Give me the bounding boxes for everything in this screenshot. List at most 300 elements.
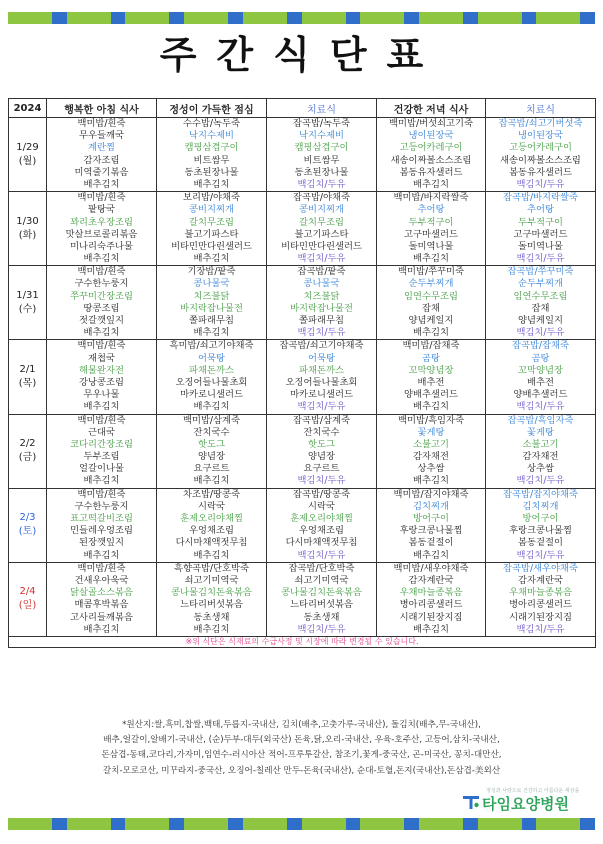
menu-item: 시락국 xyxy=(308,500,335,512)
stripe-segment xyxy=(111,12,126,24)
menu-item: 감자채전 xyxy=(413,451,449,463)
dinner-therapy-cell xyxy=(486,488,596,562)
menu-item: 요구르트 xyxy=(193,463,230,475)
menu-item: 감자계란국 xyxy=(518,574,563,586)
menu-item: 배추전 xyxy=(527,376,554,388)
day-date: 2/3 xyxy=(19,512,36,524)
notice-row xyxy=(9,636,596,647)
day-weekday: (월) xyxy=(18,155,37,167)
menu-item: 백미밥/흰죽 xyxy=(77,118,126,129)
menu-item: 백김치/두유 xyxy=(297,327,346,339)
menu-item: 핫도그 xyxy=(308,438,335,450)
breakfast-cell xyxy=(47,488,157,562)
lunch-cell xyxy=(157,340,267,414)
menu-item: 양념장 xyxy=(198,451,225,463)
header-dinner-therapy: 치료식 xyxy=(486,99,596,118)
stripe-segment xyxy=(463,12,478,24)
menu-item: 배추김치 xyxy=(83,475,120,487)
menu-item: 코다리간장조림 xyxy=(70,438,133,450)
menu-item: 오징어들나물초회 xyxy=(175,376,248,388)
menu-item: 꽈리초우장조림 xyxy=(70,216,133,228)
table-row xyxy=(9,340,596,414)
menu-item: 파채돈까스 xyxy=(299,364,344,376)
menu-item: 백김치/두유 xyxy=(297,253,346,265)
dinner-therapy-cell xyxy=(486,340,596,414)
lunch-therapy-cell xyxy=(267,488,377,562)
stripe-segment xyxy=(360,12,404,24)
stripe-segment xyxy=(169,12,184,24)
menu-item: 쇠고기미역국 xyxy=(294,574,349,586)
menu-item: 감자계란국 xyxy=(408,574,454,586)
lunch-cell xyxy=(157,562,267,636)
menu-item: 다시마채액젓무침 xyxy=(285,537,358,549)
menu-item: 임연수무조림 xyxy=(404,290,458,302)
menu-item: 배추김치 xyxy=(83,623,120,635)
lunch-therapy-cell xyxy=(267,414,377,488)
menu-item: 비트쌈무 xyxy=(303,154,340,166)
menu-item: 백김치/두유 xyxy=(297,178,346,190)
origin-line: 돈삼겹-동태,코다리,가자미,임연수-러시아산 적어-프루투갈산, 참조기,꽃게-중국산, 곤-미국산, 꽁치-대만산, xyxy=(101,750,502,761)
logo-tagline: 정성과 사랑으로 건강하고 아름다운 세상을 xyxy=(486,788,580,794)
lunch-therapy-cell xyxy=(267,118,377,192)
menu-item: 배추김치 xyxy=(83,178,120,190)
menu-item: 우엉채조림 xyxy=(189,525,234,537)
stripe-segment xyxy=(346,12,361,24)
menu-item: 동초된장나물 xyxy=(184,166,239,178)
menu-item: 백미밥/흰죽 xyxy=(77,414,126,426)
menu-item: 백미밥/바지락쌀죽 xyxy=(393,192,469,204)
weekly-menu-table xyxy=(8,98,596,648)
menu-item: 백미밥/흰죽 xyxy=(77,488,126,500)
menu-item: 감자채전 xyxy=(522,451,559,463)
origin-line: 배추,얼갈이,알배기-국내산, (순)두부-대두(외국산) 돈육,닭,오리-국내산, 우육-호주산, 고등어,삼치-국내산, xyxy=(103,735,500,746)
menu-item: 계란찜 xyxy=(88,142,115,154)
dinner-cell xyxy=(377,562,486,636)
menu-item: 추어탕 xyxy=(417,204,445,216)
page-title: 주간식단표 xyxy=(159,33,444,77)
menu-item: 병아리콩샐러드 xyxy=(399,599,463,611)
menu-item: 봄동겉절이 xyxy=(408,537,454,549)
day-weekday: (일) xyxy=(18,600,37,612)
menu-item: 순두부찌개 xyxy=(518,278,563,290)
menu-item: 비타민만다린샐러드 xyxy=(281,240,362,252)
menu-item: 시래기된장지짐 xyxy=(509,611,572,623)
menu-item: 배추김치 xyxy=(193,623,230,635)
dinner-therapy-cell xyxy=(486,562,596,636)
origin-line: 갈치-모로코산, 미꾸라지-중국산, 오징어-칠레산 만두-돈육(국내산), 순대-토혈,돈지(국내산),돈삼겹-美외산 xyxy=(102,765,501,776)
menu-item: 젓갈깻잎지 xyxy=(79,315,124,326)
menu-item: 잡곡밥/삼계죽 xyxy=(292,414,351,426)
menu-item: 재첩국 xyxy=(88,352,115,364)
menu-item: 차조밥/땅콩죽 xyxy=(182,488,241,500)
menu-item: 시래기된장지짐 xyxy=(399,611,463,623)
menu-item: 흑미밥/쇠고기야채죽 xyxy=(169,340,254,352)
menu-item: 불고기파스타 xyxy=(294,228,349,240)
menu-item: 기장밥/팥죽 xyxy=(187,266,236,278)
menu-item: 잡곡밥/단호박죽 xyxy=(288,562,355,574)
stripe-segment xyxy=(243,12,287,24)
stripe-segment xyxy=(8,12,52,24)
stripe-segment xyxy=(52,12,67,24)
stripe-segment xyxy=(478,818,522,830)
header-lunch-therapy: 치료식 xyxy=(267,99,377,118)
menu-item: 잡채 xyxy=(531,302,550,314)
menu-item: 봄동유자샐러드 xyxy=(399,166,463,178)
stripe-segment xyxy=(52,818,67,830)
menu-item: 쇠고기미역국 xyxy=(184,574,239,586)
dinner-therapy-cell xyxy=(486,414,596,488)
menu-item: 잔치국수 xyxy=(193,426,230,438)
origin-info xyxy=(8,718,595,794)
menu-item: 백김치/두유 xyxy=(516,475,565,487)
breakfast-cell xyxy=(47,118,157,192)
menu-item: 배추전 xyxy=(417,376,445,388)
menu-item: 꼬막양념장 xyxy=(408,364,454,376)
breakfast-cell xyxy=(47,340,157,414)
menu-item: 어묵탕 xyxy=(198,352,225,364)
dinner-therapy-cell xyxy=(486,192,596,266)
menu-item: 다시마채액젓무침 xyxy=(175,537,248,549)
day-weekday: (화) xyxy=(18,229,37,241)
menu-item: 잡채 xyxy=(422,302,440,314)
menu-item: 배추김치 xyxy=(193,549,230,561)
dinner-cell xyxy=(377,340,486,414)
day-date-cell xyxy=(9,192,47,266)
stripe-segment xyxy=(419,12,463,24)
menu-item: 잡곡밥/새우야채죽 xyxy=(503,562,578,574)
menu-item: 흑향곡밥/단호박죽 xyxy=(174,562,249,574)
menu-item: 배추김치 xyxy=(413,401,449,413)
menu-item: 김치찌개 xyxy=(522,500,559,512)
menu-item: 봄동겉절이 xyxy=(518,537,563,549)
menu-item: 두부적구이 xyxy=(408,216,454,228)
stripe-segment xyxy=(184,818,228,830)
menu-item: 마카로니샐러드 xyxy=(290,389,353,401)
day-date: 2/1 xyxy=(19,363,36,375)
menu-item: 새송이짜볼소스조림 xyxy=(390,154,472,166)
notice-text: ※위 식단은 식재료의 수급사정 및 시장에 따라 변경될 수 있습니다. xyxy=(9,636,596,647)
menu-item: 우채마늘종볶음 xyxy=(399,587,463,599)
menu-item: 닭살골소스볶음 xyxy=(70,587,133,599)
dinner-cell xyxy=(377,118,486,192)
menu-item: 콩비지찌개 xyxy=(189,204,234,216)
menu-item: 고구마샐러드 xyxy=(404,228,458,240)
menu-item: 마카로니샐러드 xyxy=(180,389,243,401)
stripe-segment xyxy=(125,818,169,830)
menu-item: 해물완자전 xyxy=(79,364,124,376)
menu-item: 백김치/두유 xyxy=(297,549,346,561)
menu-item: 곰탕 xyxy=(422,352,440,364)
dinner-cell xyxy=(377,266,486,340)
day-date-cell xyxy=(9,414,47,488)
top-stripe-bar xyxy=(8,12,595,24)
day-weekday: (토) xyxy=(18,526,37,538)
menu-item: 매콤후박볶음 xyxy=(74,599,129,611)
menu-item: 배추김치 xyxy=(413,178,449,190)
menu-item: 배추김치 xyxy=(413,475,449,487)
menu-item: 상추쌈 xyxy=(417,463,445,475)
menu-item: 백김치/두유 xyxy=(297,401,346,413)
menu-item: 갈치무조림 xyxy=(189,216,234,228)
menu-item: 순두부찌개 xyxy=(408,278,454,290)
menu-item: 백김치/두유 xyxy=(516,623,565,635)
header-year: 2024 xyxy=(9,99,47,118)
day-weekday: (금) xyxy=(18,452,37,464)
stripe-segment xyxy=(536,818,580,830)
menu-item: 백김치/두유 xyxy=(516,549,565,561)
menu-item: 미나리숙주나물 xyxy=(70,240,133,252)
menu-item: 잡곡밥/잡지야채죽 xyxy=(503,488,578,500)
day-weekday: (목) xyxy=(18,377,37,389)
menu-item: 소불고기 xyxy=(522,438,559,450)
stripe-segment xyxy=(404,12,419,24)
menu-item: 잡곡밥/팥죽 xyxy=(297,266,346,278)
day-date-cell xyxy=(9,118,47,192)
menu-item: 후랑크콩나물찜 xyxy=(399,525,463,537)
table-row xyxy=(9,118,596,192)
stripe-segment xyxy=(463,818,478,830)
menu-item: 맛살브로콜리볶음 xyxy=(65,228,138,240)
menu-item: 양념케일지 xyxy=(408,315,454,326)
menu-item: 곰탕 xyxy=(531,352,550,364)
table-row xyxy=(9,562,596,636)
stripe-segment xyxy=(287,12,302,24)
menu-item: 잡곡밥/땅콩죽 xyxy=(292,488,351,500)
menu-item: 동초생채 xyxy=(193,611,230,623)
menu-item: 콩나물국 xyxy=(303,278,340,290)
table-row xyxy=(9,192,596,266)
menu-item: 방어구이 xyxy=(413,513,449,524)
menu-item: 느타리버섯볶음 xyxy=(180,599,243,611)
menu-item: 고구마샐러드 xyxy=(513,228,568,240)
menu-item: 고사리들깨볶음 xyxy=(70,611,133,623)
dinner-therapy-cell xyxy=(486,266,596,340)
menu-item: 배추김치 xyxy=(413,623,449,635)
menu-item: 김치찌개 xyxy=(413,500,449,512)
stripe-segment xyxy=(67,12,111,24)
stripe-segment xyxy=(228,818,243,830)
menu-item: 백미밥/흑임자죽 xyxy=(398,414,464,426)
menu-item: 불고기파스타 xyxy=(184,228,239,240)
menu-item: 쭈꾸미간장조림 xyxy=(70,290,133,302)
stripe-segment xyxy=(67,818,111,830)
menu-item: 갈치무조림 xyxy=(299,216,344,228)
logo-mark-icon xyxy=(462,794,480,810)
day-date-cell xyxy=(9,488,47,562)
menu-item: 추어탕 xyxy=(527,204,554,216)
menu-item: 우채마늘종볶음 xyxy=(509,587,572,599)
lunch-therapy-cell xyxy=(267,266,377,340)
header-breakfast: 행복한 아침 식사 xyxy=(47,99,157,118)
day-date-cell xyxy=(9,266,47,340)
menu-item: 표고떡갈비조림 xyxy=(70,513,133,524)
stripe-segment xyxy=(580,12,595,24)
menu-item: 수수밥/녹두죽 xyxy=(182,118,241,129)
menu-item: 소불고기 xyxy=(413,438,449,450)
menu-item: 배추김치 xyxy=(413,327,449,339)
menu-item: 새송이짜볼소스조림 xyxy=(500,154,581,166)
stripe-segment xyxy=(228,12,243,24)
menu-item: 배추김치 xyxy=(83,253,120,265)
day-date-cell xyxy=(9,562,47,636)
menu-item: 동초생채 xyxy=(303,611,340,623)
menu-item: 배추김치 xyxy=(83,401,120,413)
menu-item: 어묵탕 xyxy=(308,352,335,364)
menu-item: 양념케일지 xyxy=(518,315,563,326)
breakfast-cell xyxy=(47,562,157,636)
menu-item: 배추김치 xyxy=(413,253,449,265)
menu-item: 무우나물 xyxy=(83,389,120,401)
menu-item: 두부조림 xyxy=(83,451,120,463)
table-header-row xyxy=(9,99,596,118)
menu-item: 배추김치 xyxy=(413,549,449,561)
breakfast-cell xyxy=(47,192,157,266)
menu-item: 무우들깨국 xyxy=(79,130,124,142)
menu-item: 비트쌈무 xyxy=(193,154,230,166)
menu-item: 배추김치 xyxy=(193,475,230,487)
menu-item: 핫도그 xyxy=(198,438,225,450)
menu-item: 구수한누룽지 xyxy=(74,500,129,512)
menu-item: 병아리콩샐러드 xyxy=(509,599,572,611)
menu-item: 시락국 xyxy=(198,500,225,512)
menu-item: 콩비지찌개 xyxy=(299,204,344,216)
menu-item: 백김치/두유 xyxy=(516,327,565,339)
menu-item: 낙지수제비 xyxy=(299,130,344,142)
header-lunch: 정성이 가득한 점심 xyxy=(157,99,267,118)
stripe-segment xyxy=(346,818,361,830)
stripe-segment xyxy=(287,818,302,830)
menu-item: 임연수무조림 xyxy=(513,290,568,302)
menu-item: 잡곡밥/쇠고기야채죽 xyxy=(279,340,364,352)
menu-item: 얼갈이나물 xyxy=(79,463,124,475)
stripe-segment xyxy=(169,818,184,830)
menu-item: 양배추샐러드 xyxy=(404,389,458,401)
lunch-cell xyxy=(157,192,267,266)
stripe-segment xyxy=(243,818,287,830)
stripe-segment xyxy=(580,818,595,830)
bottom-stripe-bar xyxy=(8,818,595,830)
dinner-therapy-cell xyxy=(486,118,596,192)
menu-item: 우엉채조림 xyxy=(299,525,344,537)
menu-item: 꽃게탕 xyxy=(527,426,554,438)
header-dinner: 건강한 저녁 식사 xyxy=(377,99,486,118)
menu-item: 콩나물김치돈육볶음 xyxy=(171,587,252,599)
origin-line: *원산지:쌀,흑미,찹쌀,백태,두릅지-국내산, 김치(배추,고춧가루-국내산), 돌김치(배추,무-국내산), xyxy=(122,720,481,730)
menu-item: 팥탕국 xyxy=(88,204,115,216)
menu-item: 백미밥/쭈꾸미죽 xyxy=(398,266,464,278)
menu-item: 잡곡밥/야채죽 xyxy=(292,192,351,204)
menu-item: 훈제오리야채찜 xyxy=(180,513,243,524)
menu-item: 미역줄기볶음 xyxy=(74,166,129,178)
menu-item: 백김치/두유 xyxy=(516,401,565,413)
breakfast-cell xyxy=(47,266,157,340)
menu-item: 된장깻잎지 xyxy=(79,537,124,549)
menu-item: 백김치/두유 xyxy=(297,475,346,487)
menu-item: 잡곡밥/흑임자죽 xyxy=(507,414,574,426)
stripe-segment xyxy=(302,12,346,24)
stripe-segment xyxy=(111,818,126,830)
menu-item: 봄동유자샐러드 xyxy=(509,166,572,178)
menu-item: 돌미역나물 xyxy=(518,240,563,252)
menu-item: 강낭콩조림 xyxy=(79,376,124,388)
stripe-segment xyxy=(522,818,537,830)
stripe-segment xyxy=(478,12,522,24)
menu-item: 돌미역나물 xyxy=(408,240,454,252)
menu-item: 느타리버섯볶음 xyxy=(290,599,353,611)
menu-item: 바지락잡나물전 xyxy=(180,302,243,314)
menu-item: 콩나물김치돈육볶음 xyxy=(281,587,362,599)
menu-item: 두부적구이 xyxy=(518,216,563,228)
menu-item: 바지락잡나물전 xyxy=(290,302,353,314)
stripe-segment xyxy=(184,12,228,24)
table-row xyxy=(9,414,596,488)
logo-name: 타임요양병원 xyxy=(482,795,569,813)
menu-item: 보리밥/야채죽 xyxy=(182,192,241,204)
table-row xyxy=(9,266,596,340)
menu-item: 고등어카레구이 xyxy=(399,142,463,154)
stripe-segment xyxy=(360,818,404,830)
day-date: 1/31 xyxy=(16,289,39,301)
lunch-therapy-cell xyxy=(267,192,377,266)
hospital-logo xyxy=(462,787,592,811)
menu-item: 꽃게탕 xyxy=(417,426,445,438)
menu-item: 오징어들나물초회 xyxy=(285,376,358,388)
menu-item: 캠핑삼겹구이 xyxy=(294,142,349,154)
menu-item: 쫄파래무침 xyxy=(189,315,234,326)
day-date: 1/30 xyxy=(16,215,39,227)
lunch-therapy-cell xyxy=(267,562,377,636)
menu-item: 백미밥/흰죽 xyxy=(77,266,126,278)
day-weekday: (수) xyxy=(18,303,37,315)
dinner-cell xyxy=(377,192,486,266)
day-date-cell xyxy=(9,340,47,414)
menu-item: 방어구이 xyxy=(522,513,559,524)
dinner-cell xyxy=(377,488,486,562)
menu-item: 배추김치 xyxy=(193,327,230,339)
day-date: 1/29 xyxy=(16,141,39,153)
menu-item: 백미밥/흰죽 xyxy=(77,340,126,352)
lunch-cell xyxy=(157,266,267,340)
menu-item: 잡곡밥/잡채죽 xyxy=(511,340,570,352)
menu-item: 잡곡밥/쭈꾸미죽 xyxy=(507,266,574,278)
menu-item: 땅콩조림 xyxy=(83,302,120,314)
menu-item: 양배추샐러드 xyxy=(513,389,568,401)
menu-item: 냉이된장국 xyxy=(518,130,563,142)
menu-item: 배추김치 xyxy=(193,253,230,265)
menu-item: 꼬막양념장 xyxy=(518,364,563,376)
stripe-segment xyxy=(125,12,169,24)
stripe-segment xyxy=(419,818,463,830)
menu-item: 콩나물국 xyxy=(193,278,230,290)
menu-item: 후랑크콩나물찜 xyxy=(509,525,572,537)
menu-item: 쫄파래무침 xyxy=(299,315,344,326)
menu-item: 감자조림 xyxy=(83,154,120,166)
menu-item: 잡곡밥/녹두죽 xyxy=(292,118,351,129)
menu-item: 백미밥/흰죽 xyxy=(77,562,126,574)
dinner-cell xyxy=(377,414,486,488)
menu-item: 백미밥/새우야채죽 xyxy=(393,562,469,574)
menu-item: 동초된장나물 xyxy=(294,166,349,178)
stripe-segment xyxy=(522,12,537,24)
menu-item: 잡곡밥/바지락쌀죽 xyxy=(503,192,578,204)
table-row xyxy=(9,488,596,562)
lunch-cell xyxy=(157,488,267,562)
menu-item: 비타민만다린샐러드 xyxy=(171,240,252,252)
day-date: 2/2 xyxy=(19,438,36,450)
menu-item: 건새우아욱국 xyxy=(74,574,129,586)
breakfast-cell xyxy=(47,414,157,488)
menu-item: 요구르트 xyxy=(303,463,340,475)
